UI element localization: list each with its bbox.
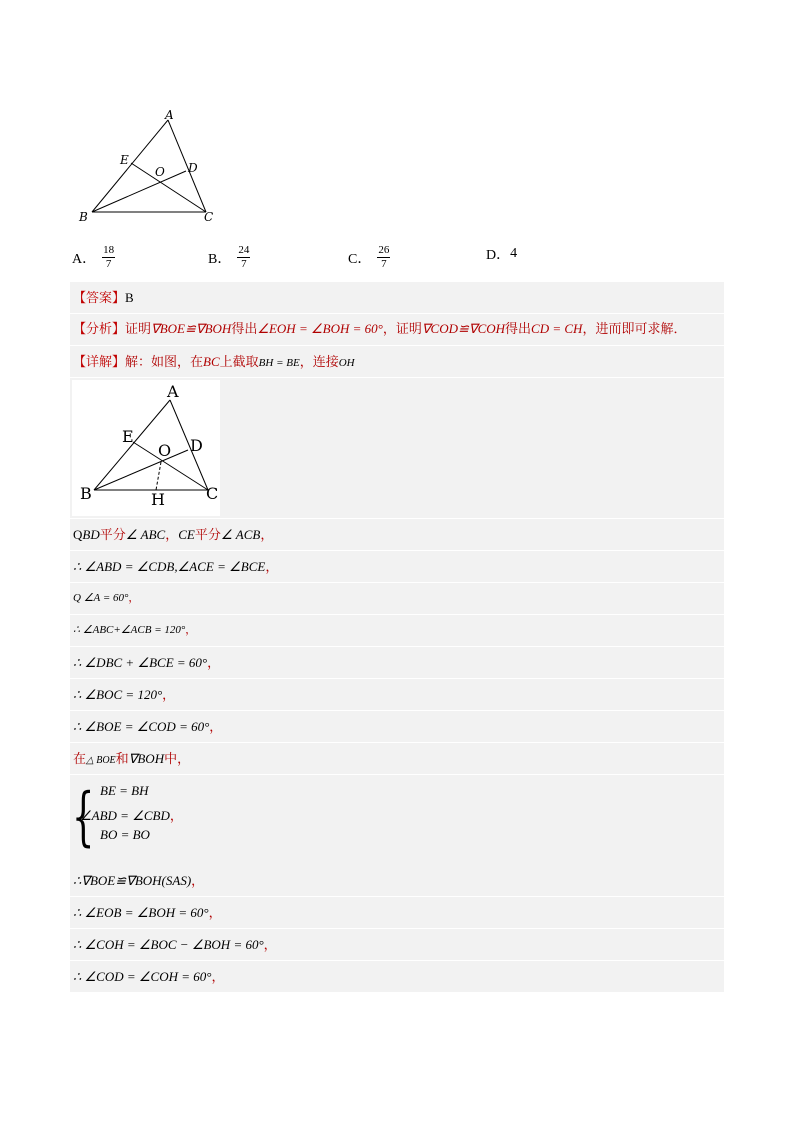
step-5: ∴ ∠DBC + ∠BCE = 60°，	[70, 647, 724, 679]
choice-b: B． $\frac{24}{7}$	[208, 244, 250, 270]
label-H: H	[151, 490, 165, 509]
system-line-3: BO = BO	[100, 827, 150, 842]
label-E: E	[122, 427, 134, 446]
triangle-figure	[72, 104, 232, 228]
step-6: ∴ ∠BOC = 120°，	[70, 679, 724, 711]
system-line-1: BE = BH	[100, 783, 149, 798]
step-10: ∴ ∠EOB = ∠BOH = 60°，	[70, 897, 724, 929]
step-1: QBD平分∠ ABC，CE平分∠ ACB，	[70, 519, 724, 551]
label-E: E	[120, 153, 129, 167]
step-2: ∴ ∠ABD = ∠CDB,∠ACE = ∠BCE，	[70, 551, 724, 583]
equation-system	[70, 775, 724, 865]
step-8: 在△ BOE和∇BOH中，	[70, 743, 724, 775]
answer-choices	[72, 244, 632, 280]
label-A: A	[167, 382, 179, 401]
step-11: ∴ ∠COH = ∠BOC − ∠BOH = 60°，	[70, 929, 724, 961]
solution-figure-box	[70, 378, 724, 519]
step-4: ∴ ∠ABC+∠ACB = 120°，	[70, 615, 724, 647]
label-B: B	[79, 210, 88, 224]
step-7: ∴ ∠BOE = ∠COD = 60°，	[70, 711, 724, 743]
answer-row: 【答案】B	[70, 282, 724, 314]
label-D: D	[190, 436, 203, 455]
detail-row: 【详解】解：如图，在BC上截取BH = BE，连接OH	[70, 346, 724, 378]
analysis-row: 【分析】证明∇BOE≌∇BOH得出∠EOH = ∠BOH = 60°，证明∇COD≌∇COH得出CD = CH，进而即可求解．	[70, 314, 724, 346]
choice-d: D． 4	[486, 246, 518, 263]
choice-a: A． $\frac{18}{7}$	[72, 244, 115, 270]
label-C: C	[206, 484, 219, 503]
label-C: C	[204, 210, 214, 224]
label-O: O	[155, 165, 165, 179]
choice-c: C． $\frac{26}{7}$	[348, 244, 390, 270]
label-A: A	[165, 108, 174, 122]
label-D: D	[188, 161, 198, 175]
system-line-2: ∠ABD = ∠CBD，	[80, 808, 183, 823]
solution-triangle-figure	[72, 380, 220, 516]
step-9: ∴∇BOE≌∇BOH(SAS)，	[70, 865, 724, 897]
step-3: Q ∠A = 60°，	[70, 583, 724, 615]
solution-panel	[70, 282, 724, 993]
step-12: ∴ ∠COD = ∠COH = 60°，	[70, 961, 724, 993]
label-B: B	[80, 484, 92, 503]
label-O: O	[158, 441, 172, 460]
brace-symbol: {	[72, 780, 95, 854]
